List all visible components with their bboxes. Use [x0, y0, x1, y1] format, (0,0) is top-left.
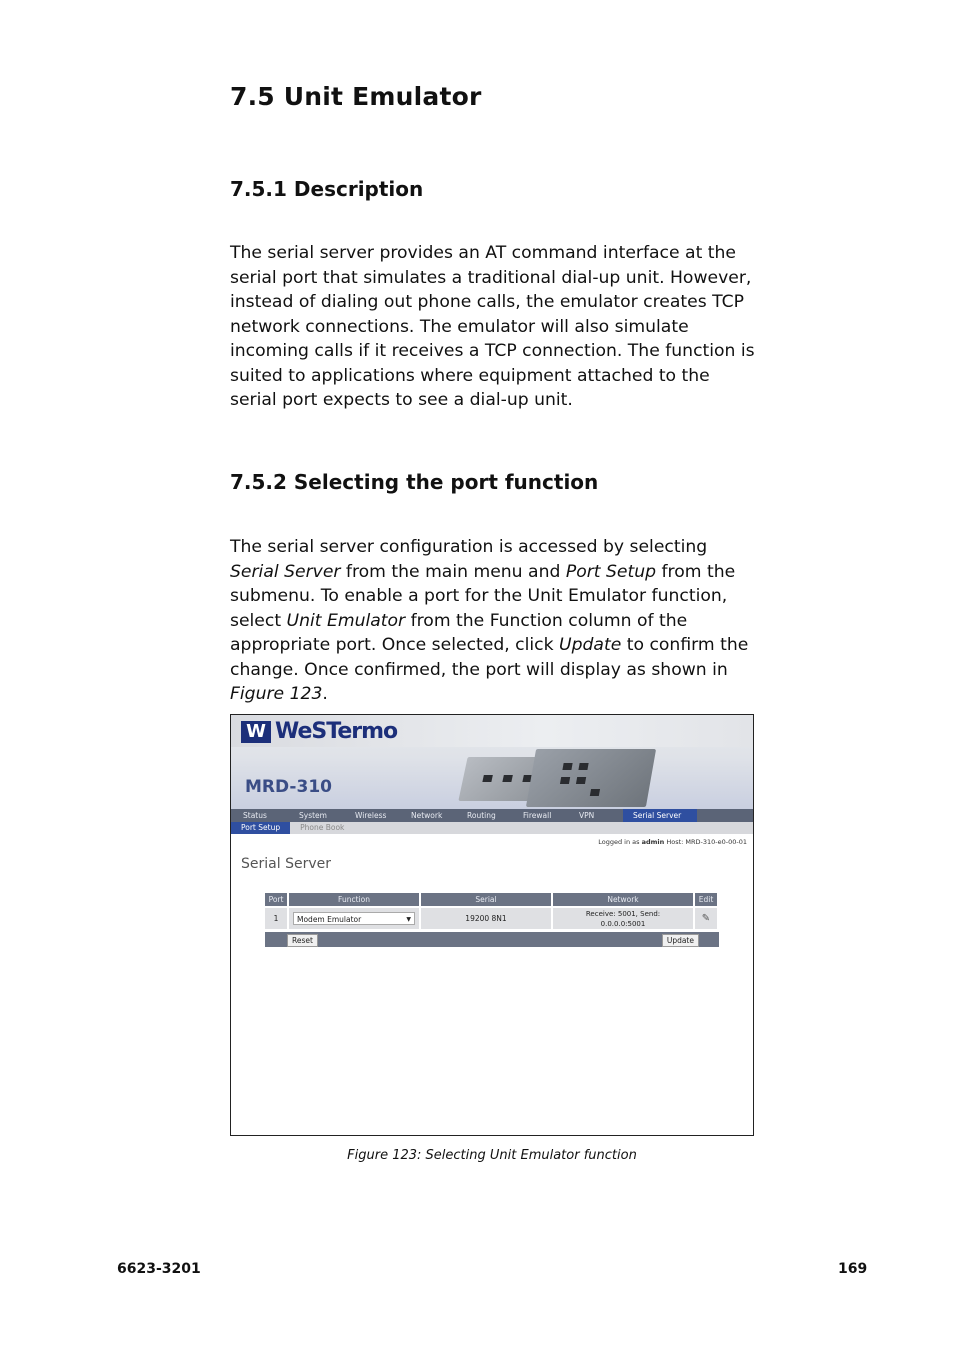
- col-edit: Edit: [694, 893, 718, 907]
- update-button[interactable]: Update: [662, 934, 699, 947]
- table-row: [265, 907, 718, 929]
- section-title: 7.5 Unit Emulator: [230, 82, 482, 111]
- table-footer: [265, 932, 719, 947]
- description-paragraph: The serial server provides an AT command interface at the serial port that simulates a traditional dial-up unit. However, instead of dialing out phone calls, the emulator creates TCP network connections. The emulator will also simulate incoming calls if it receives a TCP connection. The function is suited to applications where equipment attached to the serial port expects to see a dial-up unit.: [230, 243, 755, 410]
- subsection-title-description: 7.5.1 Description: [230, 177, 424, 201]
- document-number: 6623-3201: [117, 1261, 201, 1277]
- serial-server-title: Serial Server: [241, 856, 331, 872]
- function-select[interactable]: Modem Emulator ▼: [293, 912, 415, 925]
- menu-item-wireless[interactable]: Wireless: [355, 811, 387, 820]
- device-model-title: MRD-310: [245, 777, 332, 797]
- login-status: Logged in as admin Host: MRD-310-e0-00-01: [598, 838, 747, 846]
- port-number: 1: [265, 907, 288, 929]
- subsection-title-port-function: 7.5.2 Selecting the port function: [230, 470, 599, 494]
- serial-settings: 19200 8N1: [420, 907, 552, 929]
- function-cell: [288, 907, 420, 929]
- menu-item-routing[interactable]: Routing: [467, 811, 496, 820]
- web-banner: [231, 715, 753, 809]
- network-settings: Receive: 5001, Send: 0.0.0.0:5001: [552, 907, 694, 929]
- col-function: Function: [288, 893, 420, 907]
- figure-screenshot: [230, 714, 754, 1136]
- menu-item-network[interactable]: Network: [411, 811, 443, 820]
- col-network: Network: [552, 893, 694, 907]
- chevron-down-icon: ▼: [406, 916, 411, 923]
- port-table: [265, 893, 719, 929]
- sub-menu: [231, 822, 753, 834]
- port-function-paragraph: The serial server configuration is accessed by selecting Serial Server from the main menu and Port Setup from the submenu. To enable a port for the Unit Emulator function, select Unit Emulator from the Function column of the appropriate port. Once selected, click Update to confirm the change. Once confirmed, the port will display as shown in Figure 123.: [230, 537, 749, 704]
- page-number: 169: [838, 1261, 868, 1277]
- router-device-image-2: [526, 749, 656, 807]
- pencil-edit-icon[interactable]: ✎: [701, 913, 711, 924]
- submenu-item-phone-book[interactable]: Phone Book: [300, 823, 345, 832]
- menu-item-firewall[interactable]: Firewall: [523, 811, 552, 820]
- main-menu: [231, 809, 753, 822]
- menu-item-status[interactable]: Status: [243, 811, 267, 820]
- submenu-item-port-setup[interactable]: Port Setup: [231, 822, 290, 834]
- figure-caption: Figure 123: Selecting Unit Emulator function: [347, 1148, 637, 1163]
- menu-item-vpn[interactable]: VPN: [579, 811, 595, 820]
- edit-cell: [694, 907, 718, 929]
- westermo-logo-text: WeSTermo: [275, 719, 398, 744]
- reset-button[interactable]: Reset: [287, 934, 318, 947]
- menu-item-system[interactable]: System: [299, 811, 327, 820]
- col-port: Port: [265, 893, 288, 907]
- menu-item-serial-server[interactable]: Serial Server: [623, 809, 697, 822]
- col-serial: Serial: [420, 893, 552, 907]
- westermo-logo-icon: W: [241, 721, 271, 743]
